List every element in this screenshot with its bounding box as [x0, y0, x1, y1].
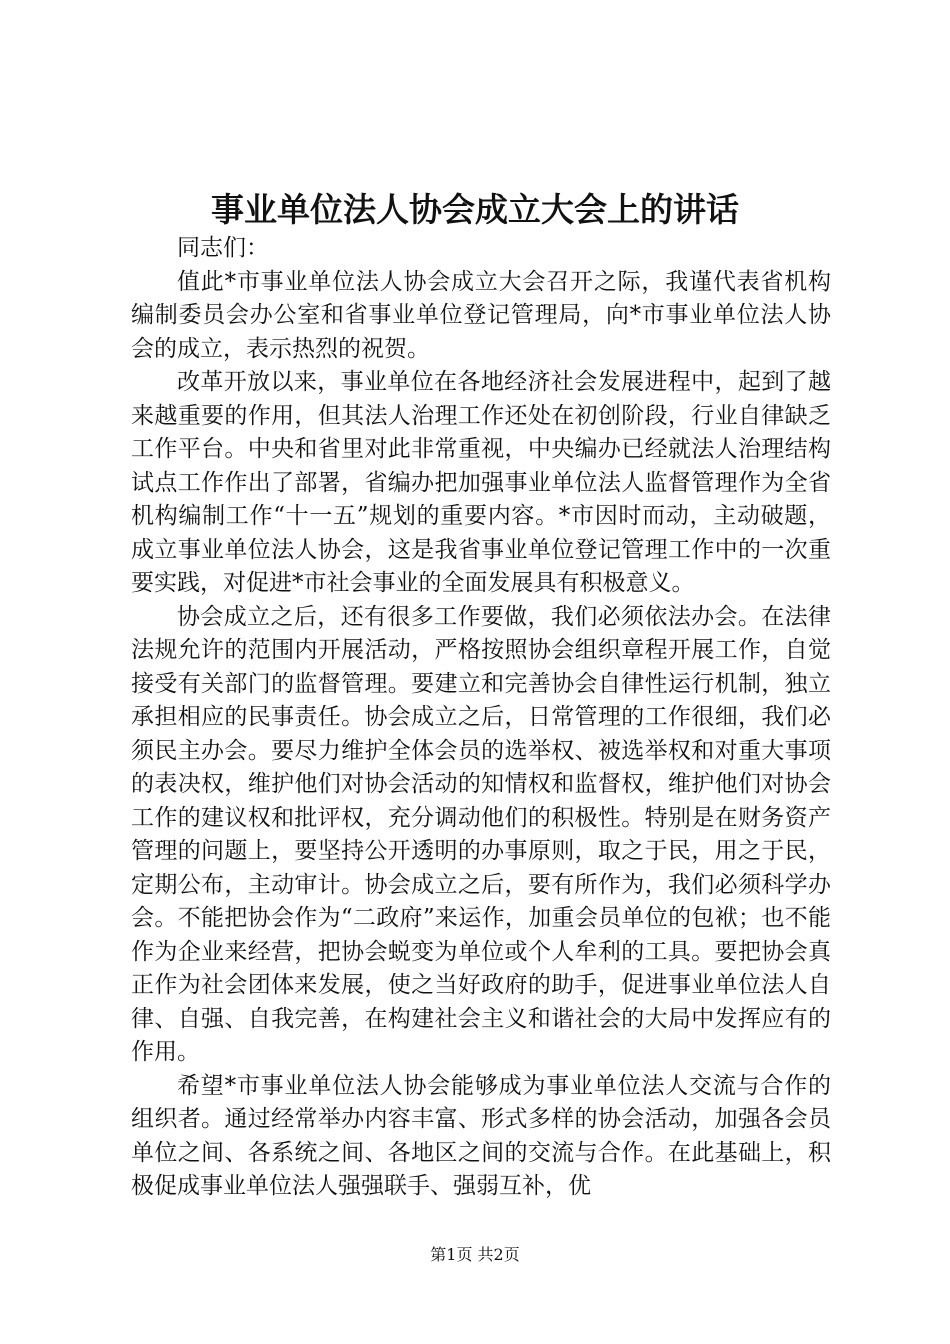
paragraph: 值此*市事业单位法人协会成立大会召开之际，我谨代表省机构编制委员会办公室和省事业单位登记管理局，向*市事业单位法人协会的成立，表示热烈的祝贺。 [131, 268, 831, 362]
page-footer: 第1页 共2页 [430, 1245, 520, 1264]
paragraph: 协会成立之后，还有很多工作要做，我们必须依法办会。在法律法规允许的范围内开展活动，严格按照协会组织章程开展工作，自觉接受有关部门的监督管理。要建立和完善协会自律性运行机制，独立承担相应的民事责任。协会成立之后，日常管理的工作很细，我们必须民主办会。要尽力维护全体会员的选举权、被选举权和对重大事项的表决权，维护他们对协会活动的知情权和监督权，维护他们对协会工作的建议权和批评权，充分调动他们的积极性。特别是在财务资产管理的问题上，要坚持公开透明的办事原则，取之于民，用之于民，定期公布，主动审计。协会成立之后，要有所作为，我们必须科学办会。不能把协会作为“二政府”来运作，加重会员单位的包袱；也不能作为企业来经营，把协会蜕变为单位或个人牟利的工具。要把协会真正作为社会团体来发展，使之当好政府的助手，促进事业单位法人自律、自强、自我完善，在构建社会主义和谐社会的大局中发挥应有的作用。 [131, 603, 831, 1065]
salutation: 同志们： [177, 235, 269, 261]
paragraph: 希望*市事业单位法人协会能够成为事业单位法人交流与合作的组织者。通过经常举办内容丰富、形式多样的协会活动，加强各会员单位之间、各系统之间、各地区之间的交流与合作。在此基础上，积极促成事业单位法人强强联手、强弱互补，优 [131, 1072, 831, 1199]
paragraph: 改革开放以来，事业单位在各地经济社会发展进程中，起到了越来越重要的作用，但其法人治理工作还处在初创阶段，行业自律缺乏工作平台。中央和省里对此非常重视，中央编办已经就法人治理结构试点工作作出了部署，省编办把加强事业单位法人监督管理作为全省机构编制工作“十一五”规划的重要内容。*市因时而动，主动破题，成立事业单位法人协会，这是我省事业单位登记管理工作中的一次重要实践，对促进*市社会事业的全面发展具有积极意义。 [131, 369, 831, 596]
document-body [131, 232, 831, 1204]
document-title: 事业单位法人协会成立大会上的讲话 [211, 190, 739, 229]
